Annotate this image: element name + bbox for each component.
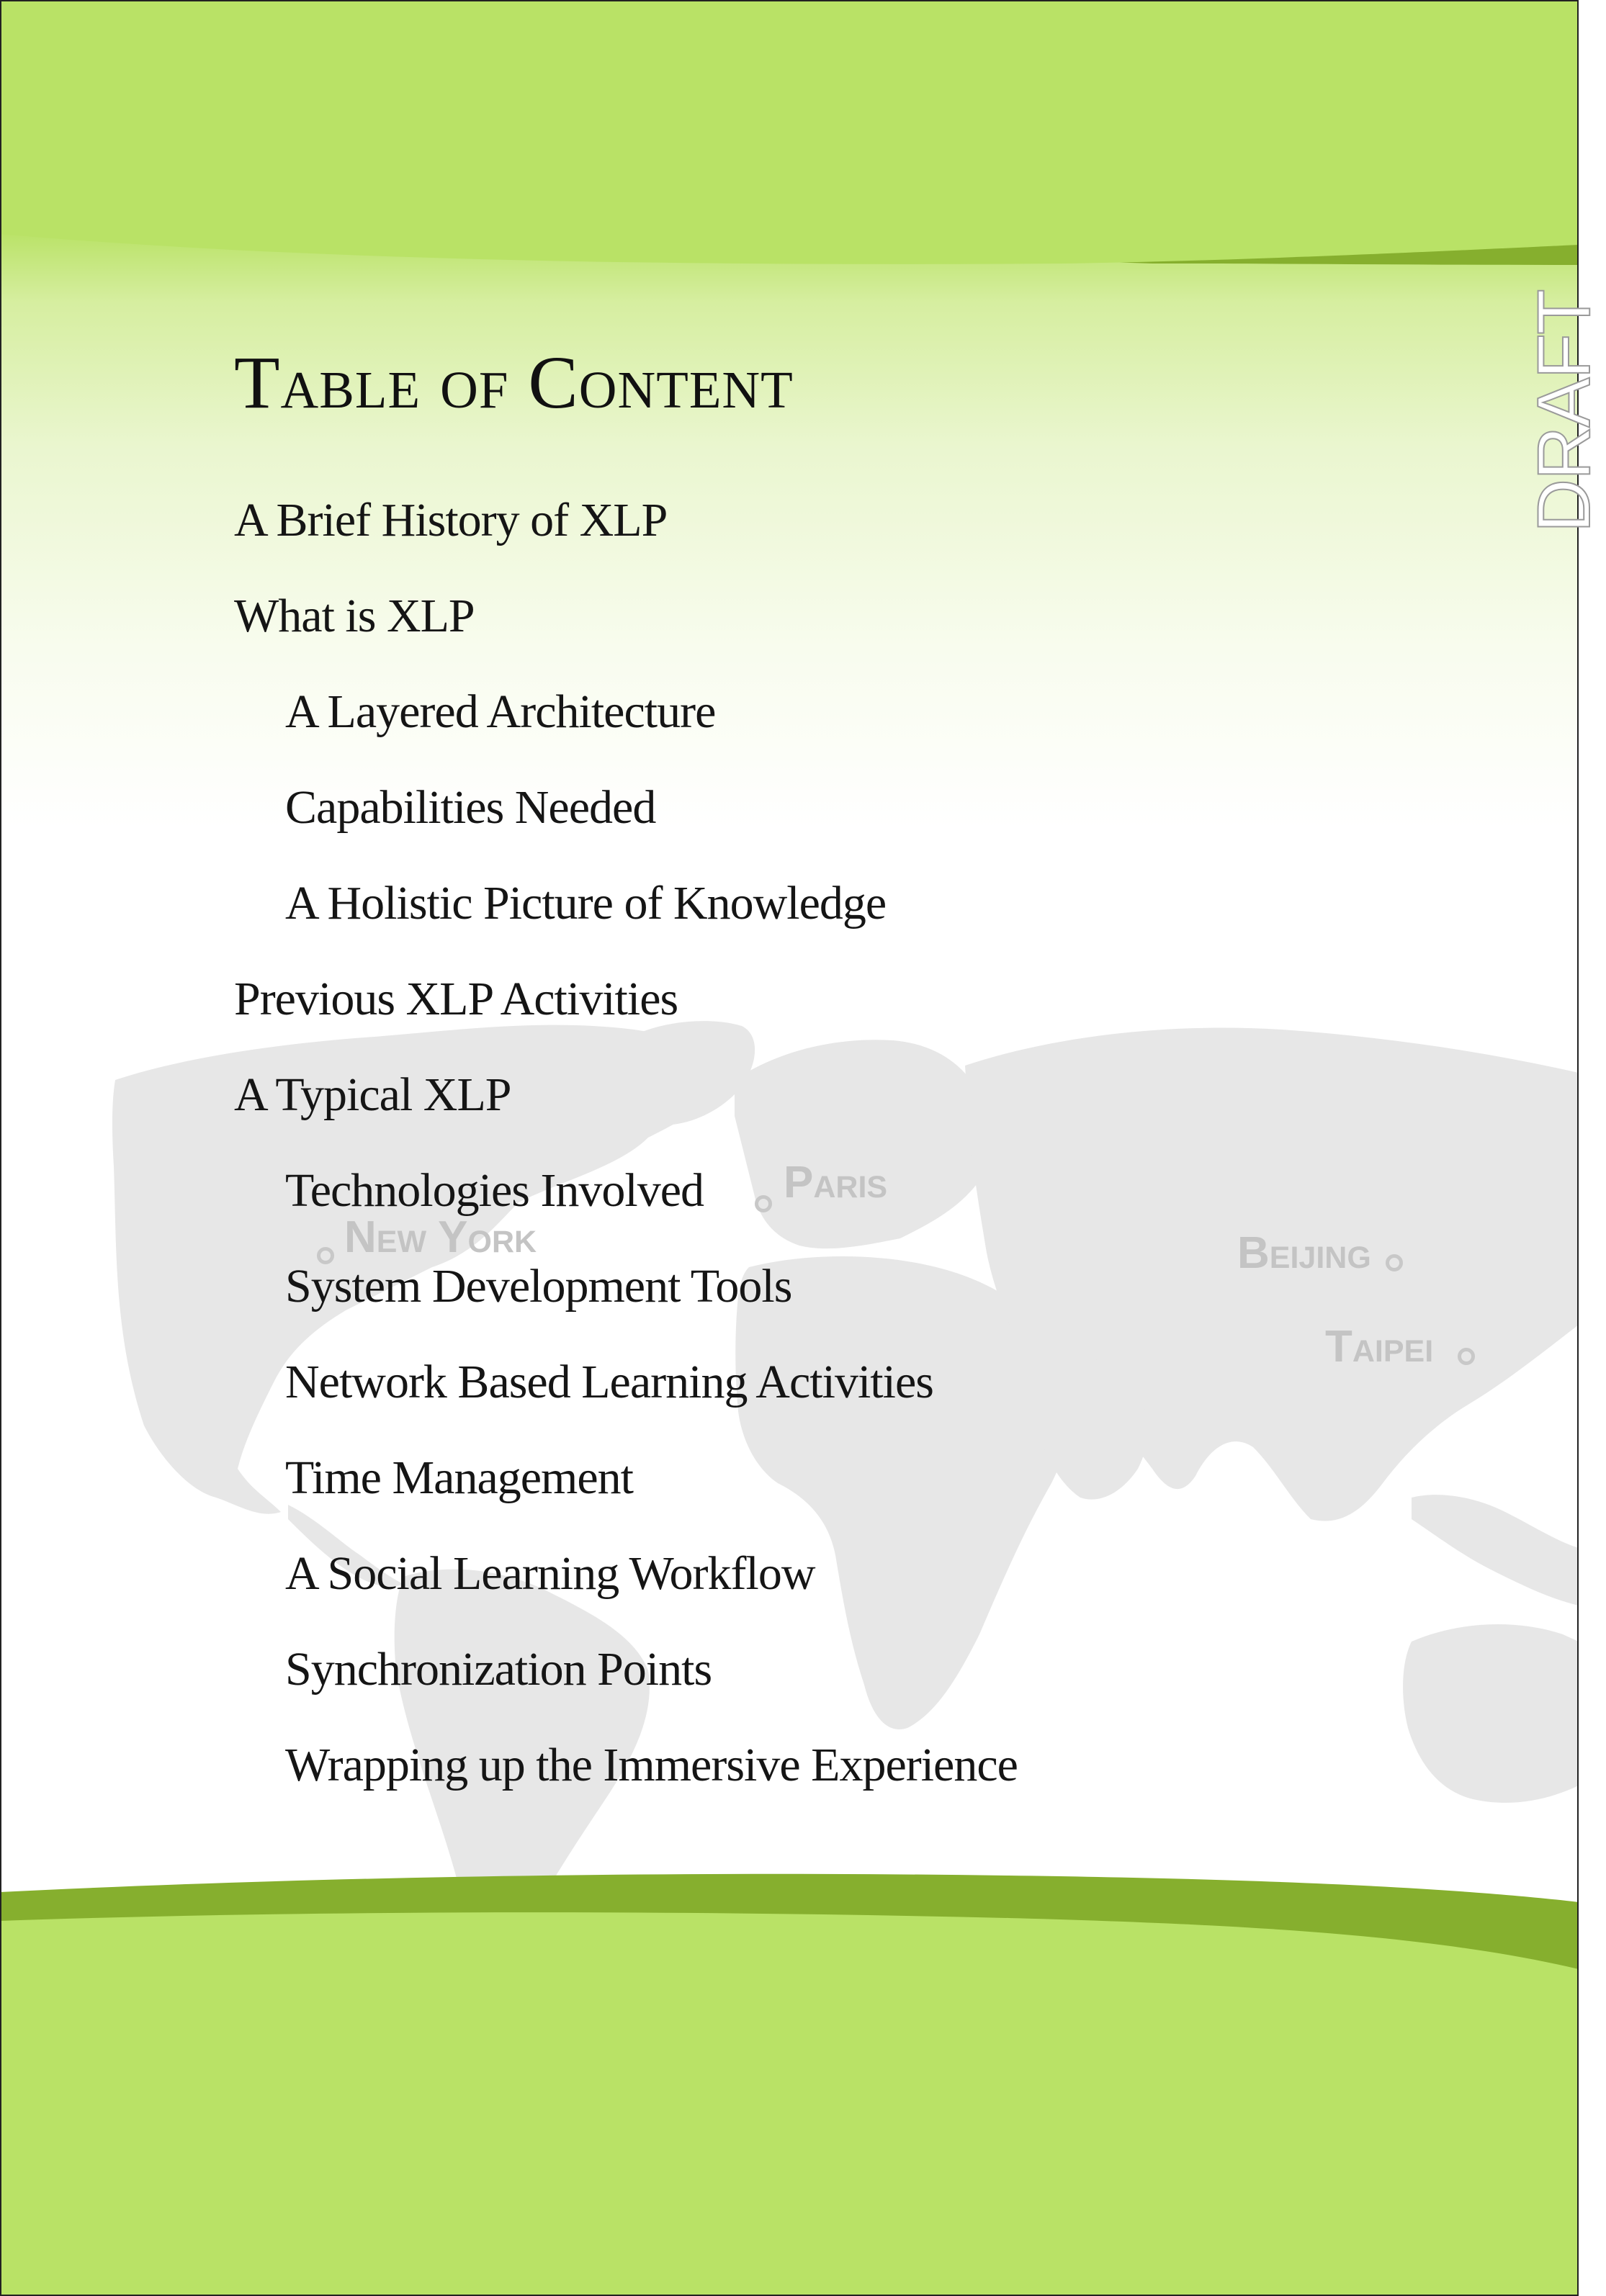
toc-item[interactable]: System Development Tools [285, 1260, 792, 1313]
toc-item[interactable]: Network Based Learning Activities [285, 1356, 933, 1408]
city-label-beijing: Beijing [1237, 1228, 1371, 1278]
page-title: Table of Content [234, 341, 794, 424]
toc-item[interactable]: Wrapping up the Immersive Experience [285, 1739, 1018, 1791]
toc-item[interactable]: A Brief History of XLP [234, 494, 668, 546]
city-label-new-york: New York [344, 1212, 537, 1262]
bottom-band [0, 1912, 1579, 2296]
city-label-paris: Paris [784, 1158, 888, 1207]
taipei-marker [1458, 1348, 1475, 1365]
toc-item[interactable]: A Social Learning Workflow [285, 1547, 815, 1600]
draft-watermark: DRAFT [1522, 290, 1606, 533]
toc-item[interactable]: Synchronization Points [285, 1643, 712, 1696]
toc-item[interactable]: A Layered Architecture [285, 685, 716, 738]
city-label-taipei: Taipei [1325, 1322, 1434, 1372]
toc-item[interactable]: Previous XLP Activities [234, 973, 678, 1025]
toc-item[interactable]: Capabilities Needed [285, 781, 656, 834]
toc-item[interactable]: A Typical XLP [234, 1068, 511, 1121]
toc-item[interactable]: A Holistic Picture of Knowledge [285, 877, 887, 929]
toc-item[interactable]: What is XLP [234, 590, 475, 642]
paris-marker [755, 1195, 772, 1212]
toc-item[interactable]: Technologies Involved [285, 1164, 704, 1217]
top-band [0, 0, 1579, 264]
beijing-marker [1386, 1254, 1403, 1271]
toc-item[interactable]: Time Management [285, 1451, 633, 1504]
